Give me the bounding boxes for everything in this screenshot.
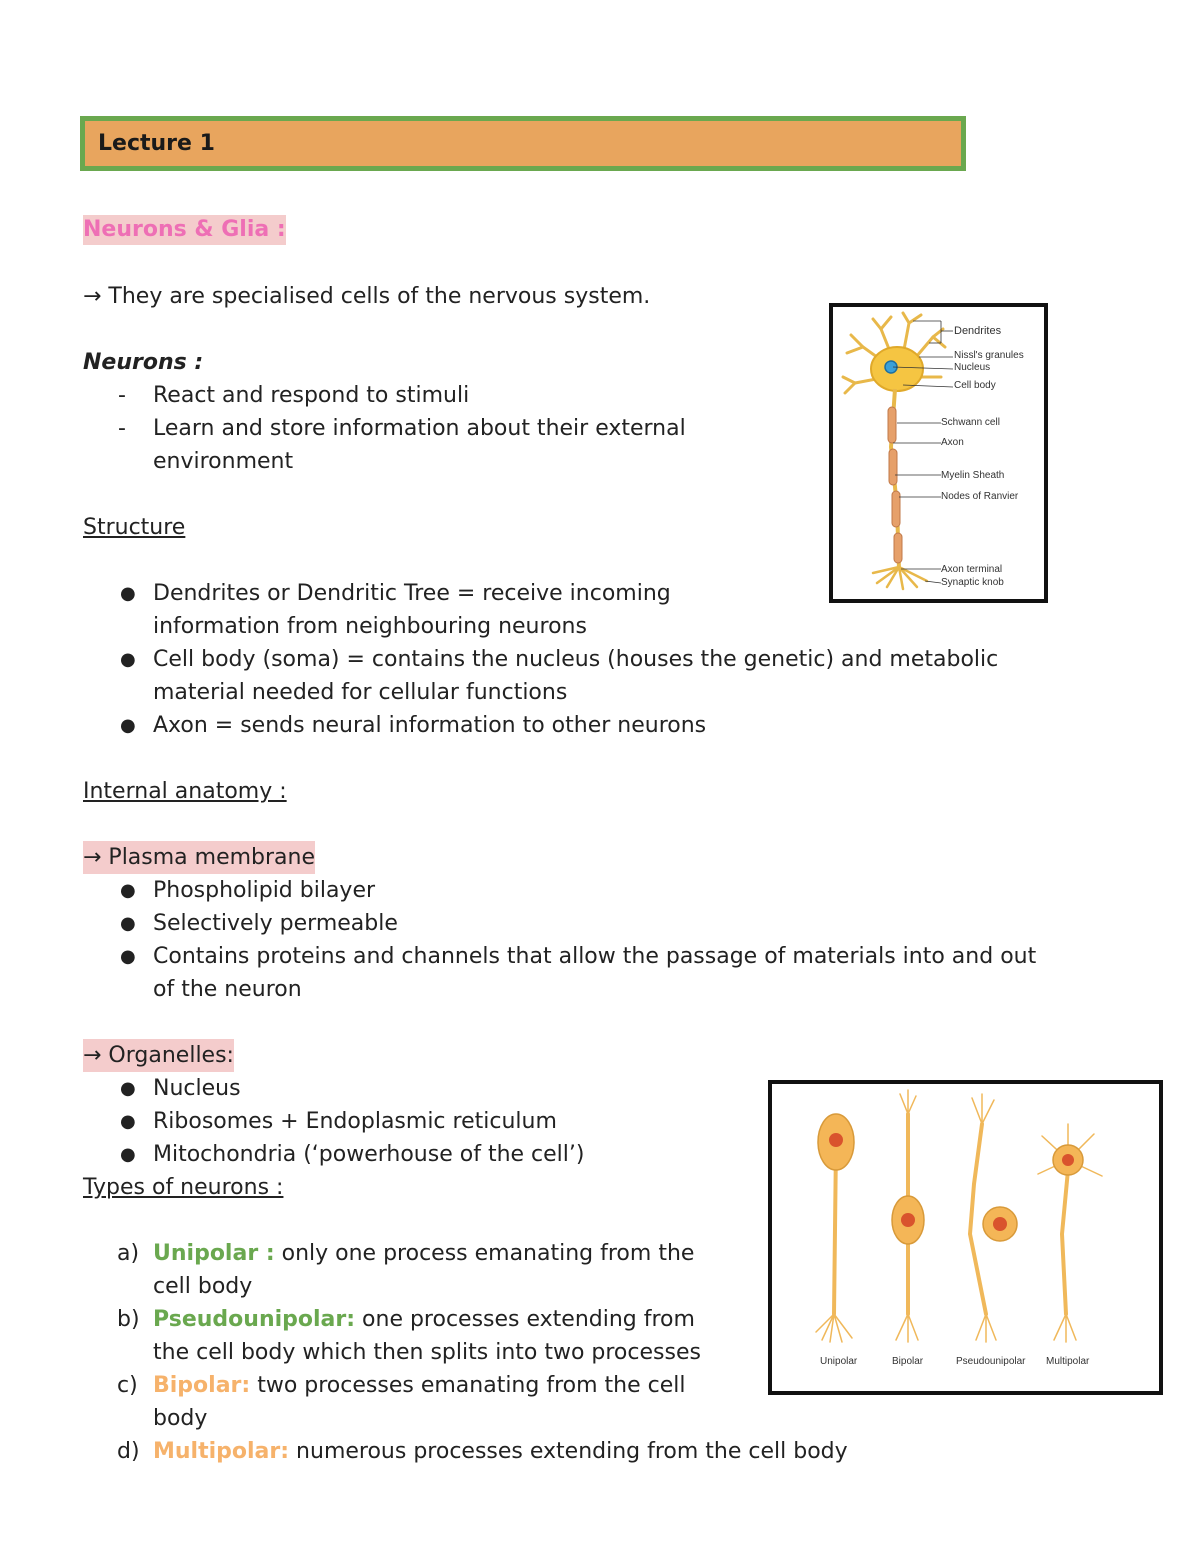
neuron-type-label: Multipolar: [1046, 1356, 1090, 1367]
structure-item-continuation: material needed for cellular functions: [153, 680, 568, 705]
type-item-continuation: cell body: [153, 1274, 253, 1299]
type-marker: b): [117, 1307, 140, 1332]
type-desc: two processes emanating from the cell: [250, 1373, 686, 1398]
organelle-item: ● Ribosomes + Endoplasmic reticulum: [0, 1105, 700, 1138]
type-term: Multipolar:: [153, 1439, 290, 1464]
type-item: [0, 1237, 760, 1270]
type-term: Pseudounipolar:: [153, 1307, 356, 1332]
type-desc: only one process emanating from the: [274, 1241, 695, 1266]
diagram-label: Schwann cell: [941, 417, 1000, 428]
plasma-membrane-title: → Plasma membrane: [83, 841, 315, 874]
lecture-header-box: [80, 116, 966, 171]
structure-item-text: Dendrites or Dendritic Tree = receive incoming: [153, 581, 671, 606]
plasma-item-text: Contains proteins and channels that allow the passage of materials into and out: [153, 944, 1037, 969]
diagram-label: Axon terminal: [941, 564, 1003, 575]
type-item: [0, 1303, 760, 1336]
neuron-structure-figure: [829, 303, 1048, 603]
plasma-item-continuation: of the neuron: [153, 977, 302, 1002]
type-desc: one processes extending from: [355, 1307, 695, 1332]
lecture-title: Lecture 1: [98, 131, 215, 156]
diagram-label: Dendrites: [954, 325, 1002, 337]
diagram-label: Nodes of Ranvier: [941, 491, 1019, 502]
plasma-item: ● Phospholipid bilayer: [0, 874, 800, 907]
diagram-label: Nucleus: [954, 362, 991, 373]
type-marker: d): [117, 1439, 140, 1464]
intro-text: → They are specialised cells of the nervous system.: [83, 284, 651, 309]
neurons-title: Neurons :: [83, 350, 204, 375]
neuron-types-figure: [768, 1080, 1163, 1395]
diagram-label: Synaptic knob: [941, 577, 1004, 588]
organelle-item-text: Mitochondria (‘powerhouse of the cell’): [153, 1142, 585, 1167]
type-marker: c): [117, 1373, 138, 1398]
organelle-item: ● Mitochondria (‘powerhouse of the cell’): [0, 1138, 700, 1171]
types-title: Types of neurons :: [83, 1175, 284, 1200]
diagram-label: Nissl's granules: [954, 350, 1024, 361]
neurons-item-text: Learn and store information about their external: [153, 416, 686, 441]
type-desc: numerous processes extending from the cell body: [289, 1439, 848, 1464]
structure-item: ● Dendrites or Dendritic Tree = receive incoming: [0, 577, 800, 610]
organelle-item-text: Ribosomes + Endoplasmic reticulum: [153, 1109, 557, 1134]
type-term: Unipolar :: [153, 1241, 275, 1266]
type-item-continuation: body: [153, 1406, 208, 1431]
type-item-continuation: the cell body which then splits into two processes: [153, 1340, 701, 1365]
plasma-item-text: Selectively permeable: [153, 911, 398, 936]
section-heading: Neurons & Glia :: [83, 215, 286, 245]
organelle-item: ● Nucleus: [0, 1072, 700, 1105]
diagram-label: Axon: [941, 437, 964, 448]
internal-anatomy-title: Internal anatomy :: [83, 779, 287, 804]
structure-item-text: Axon = sends neural information to other neurons: [153, 713, 707, 738]
organelle-item-text: Nucleus: [153, 1076, 241, 1101]
neurons-item-continuation: environment: [153, 449, 294, 474]
neuron-type-label: Pseudounipolar: [956, 1356, 1026, 1367]
type-marker: a): [117, 1241, 140, 1266]
structure-item: ● Axon = sends neural information to other neurons: [0, 709, 900, 742]
structure-item-text: Cell body (soma) = contains the nucleus (houses the genetic) and metabolic: [153, 647, 999, 672]
organelles-title: → Organelles:: [83, 1039, 234, 1072]
neurons-item: - React and respond to stimuli: [0, 379, 800, 412]
neurons-item: - Learn and store information about their external: [0, 412, 800, 445]
type-item: [0, 1435, 1000, 1468]
plasma-item: ● Contains proteins and channels that allow the passage of materials into and out: [0, 940, 1130, 973]
plasma-item-text: Phospholipid bilayer: [153, 878, 376, 903]
structure-title: Structure: [83, 515, 186, 540]
diagram-label: Cell body: [954, 380, 996, 391]
plasma-item: ● Selectively permeable: [0, 907, 800, 940]
structure-item: ● Cell body (soma) = contains the nucleus (houses the genetic) and metabolic: [0, 643, 1100, 676]
neurons-item-text: React and respond to stimuli: [153, 383, 470, 408]
structure-item-continuation: information from neighbouring neurons: [153, 614, 587, 639]
type-item: [0, 1369, 760, 1402]
type-term: Bipolar:: [153, 1373, 251, 1398]
diagram-label: Myelin Sheath: [941, 470, 1005, 481]
neuron-type-label: Bipolar: [892, 1356, 924, 1367]
neuron-type-label: Unipolar: [820, 1356, 858, 1367]
